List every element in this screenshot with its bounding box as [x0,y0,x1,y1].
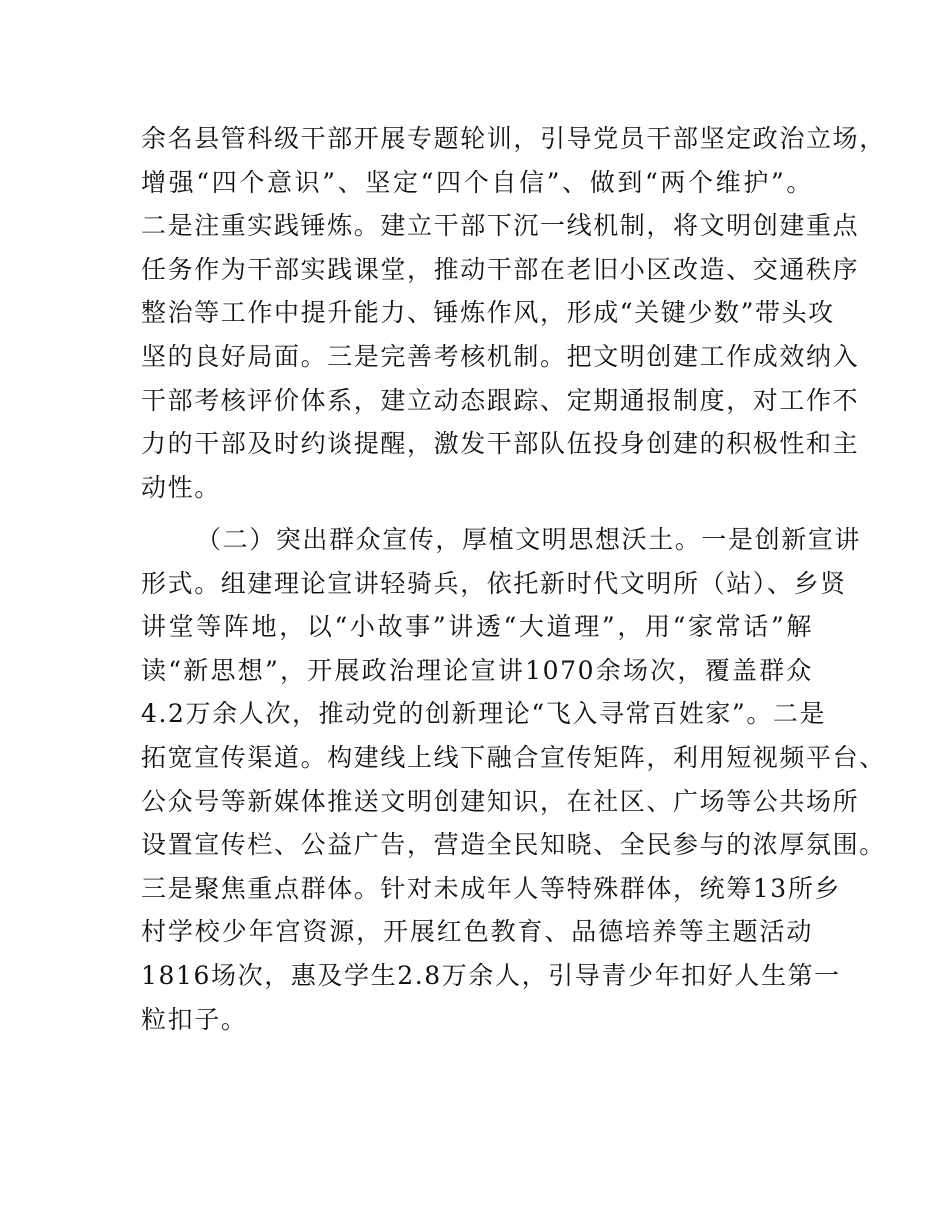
text-line: 三是聚焦重点群体。针对未成年人等特殊群体，统筹13所乡 [141,873,842,903]
text-line: 讲堂等阵地，以“小故事”讲透“大道理”，用“家常话”解 [141,612,813,642]
text-line: 形式。组建理论宣讲轻骑兵，依托新时代文明所（站）、乡贤 [141,568,847,598]
text-line: 二是注重实践锤炼。建立干部下沉一线机制，将文明创建重点 [141,211,860,241]
text-line: 整治等工作中提升能力、锤炼作风，形成“关键少数”带头攻 [141,298,835,328]
text-line: 坚的良好局面。三是完善考核机制。把文明创建工作成效纳入 [141,341,860,371]
paragraph-cadre-training [141,117,886,509]
text-line: 拓宽宣传渠道。构建线上线下融合宣传矩阵，利用短视频平台、 [141,742,886,772]
text-line: 任务作为干部实践课堂，推动干部在老旧小区改造、交通秩序 [141,254,860,284]
text-line: 粒扣子。 [141,1004,248,1034]
text-line: 力的干部及时约谈提醒，激发干部队伍投身创建的积极性和主 [141,429,860,459]
text-line: 1816场次，惠及学生2.8万余人，引导青少年扣好人生第一 [141,960,841,990]
text-line: 读“新思想”，开展政治理论宣讲1070余场次，覆盖群众 [141,655,813,685]
text-line: 动性。 [141,472,221,502]
text-line: 设置宣传栏、公益广告，营造全民知晓、全民参与的浓厚氛围。 [141,830,886,860]
text-line: 4.2万余人次，推动党的创新理论“飞入寻常百姓家”。二是 [141,699,827,729]
text-line: 增强“四个意识”、坚定“四个自信”、做到“两个维护”。 [141,167,813,197]
text-line: 干部考核评价体系，建立动态跟踪、定期通报制度，对工作不 [141,385,860,415]
text-line: 村学校少年宫资源，开展红色教育、品德培养等主题活动 [141,917,813,947]
text-line: 公众号等新媒体推送文明创建知识，在社区、广场等公共场所 [141,786,860,816]
paragraph-public-publicity [141,518,886,1041]
text-line: 余名县管科级干部开展专题轮训，引导党员干部坚定政治立场， [141,124,886,153]
text-line: （二）突出群众宣传，厚植文明思想沃土。一是创新宣讲 [196,525,862,554]
